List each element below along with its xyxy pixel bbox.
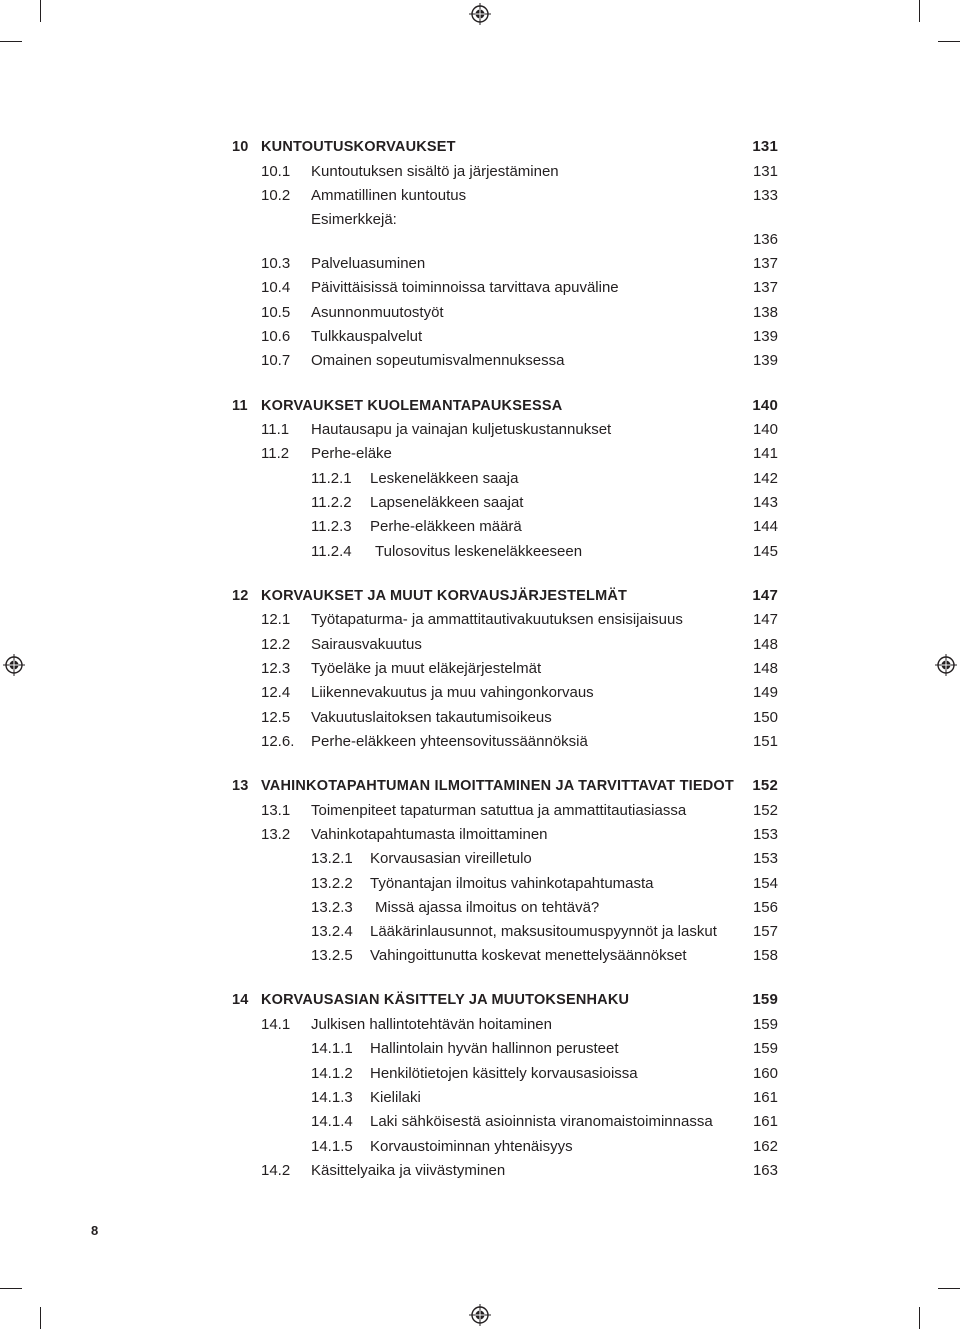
page-number: 149 [752,684,778,701]
section-title: VAHINKOTAPAHTUMAN ILMOITTAMINEN JA TARVITTAVAT TIEDOT [261,778,734,794]
page-number: 136 [752,231,778,248]
page-number: 147 [752,611,778,628]
page-number: 157 [752,923,778,940]
toc-section-heading [0,394,960,418]
entry-number: 12.6. [261,733,295,750]
page-number: 144 [752,518,778,535]
entry-title: Tulkkauspalvelut [311,328,423,345]
page-number: 158 [752,947,778,964]
toc-entry [0,823,960,847]
page-number: 159 [752,991,778,1008]
page-number: 159 [752,1040,778,1057]
footer-page-number: 8 [91,1223,99,1238]
page-number: 148 [752,660,778,677]
entry-title: Asunnonmuutostyöt [311,304,444,321]
page-number: 152 [752,777,778,794]
crop-mark-top-left [40,0,41,22]
toc-entry [0,467,960,491]
entry-number: 10.2 [261,187,291,204]
entry-title: Lääkärinlausunnot, maksusitoumuspyynnöt ja laskut [370,923,717,940]
crop-mark-top-left-h [0,41,22,42]
page-number: 148 [752,636,778,653]
page-number: 140 [752,397,778,414]
toc-entry [0,301,960,325]
entry-title: Julkisen hallintotehtävän hoitaminen [311,1016,552,1033]
entry-number: 14.1 [261,1016,291,1033]
toc-entry [0,276,960,300]
entry-number: 14.1.5 [311,1138,353,1155]
entry-number: 13.1 [261,802,291,819]
page-number: 140 [752,421,778,438]
toc-entry [0,847,960,871]
toc-entry [0,228,960,252]
page-number: 153 [752,850,778,867]
toc-entry [0,944,960,968]
entry-number: 12.1 [261,611,291,628]
entry-title: Päivittäisissä toiminnoissa tarvittava apuväline [311,279,619,296]
page-number: 137 [752,255,778,272]
toc-entry [0,1086,960,1110]
page-number: 150 [752,709,778,726]
page-number: 131 [752,138,778,155]
entry-title: Henkilötietojen käsittely korvausasioissa [370,1065,638,1082]
section-number: 14 [232,992,249,1008]
entry-number: 10.1 [261,163,291,180]
crop-mark-bottom-right [919,1307,920,1329]
registration-mark-bottom-icon [469,1304,491,1326]
entry-title: Vahinkotapahtumasta ilmoittaminen [311,826,548,843]
toc-entry [0,896,960,920]
entry-title: Perhe-eläke [311,445,392,462]
crop-mark-bottom-left-h [0,1288,22,1289]
entry-title: Käsittelyaika ja viivästyminen [311,1162,506,1179]
registration-mark-top-icon [469,3,491,25]
entry-number: 11.2 [261,445,290,462]
entry-title: Toimenpiteet tapaturman satuttua ja ammattitautiasiassa [311,802,687,819]
toc-entry [0,1159,960,1183]
entry-number: 14.1.4 [311,1113,353,1130]
entry-title: Tulosovitus leskeneläkkeeseen [375,543,583,560]
entry-number: 10.5 [261,304,291,321]
entry-title: Työnantajan ilmoitus vahinkotapahtumasta [370,875,654,892]
entry-number: 13.2.5 [311,947,353,964]
toc-entry [0,730,960,754]
entry-number: 13.2.1 [311,850,353,867]
toc-entry [0,633,960,657]
entry-title: Perhe-eläkkeen yhteensovitussäännöksiä [311,733,588,750]
page-number: 160 [752,1065,778,1082]
crop-mark-top-right [919,0,920,22]
entry-number: 14.2 [261,1162,291,1179]
toc-entry [0,442,960,466]
entry-title: Hautausapu ja vainajan kuljetuskustannukset [311,421,612,438]
entry-title: Perhe-eläkkeen määrä [370,518,522,535]
page-number: 145 [752,543,778,560]
entry-number: 11.2.2 [311,494,352,511]
entry-title: Korvaustoiminnan yhtenäisyys [370,1138,573,1155]
toc-entry [0,681,960,705]
entry-number: 14.1.2 [311,1065,353,1082]
toc-entry [0,1062,960,1086]
entry-number: 11.2.4 [311,543,352,560]
entry-title: Missä ajassa ilmoitus on tehtävä? [375,899,600,916]
entry-number: 10.3 [261,255,291,272]
section-title: KORVAUSASIAN KÄSITTELY JA MUUTOKSENHAKU [261,992,630,1008]
page-number: 139 [752,328,778,345]
entry-number: 14.1.3 [311,1089,353,1106]
page-number: 153 [752,826,778,843]
entry-title: Omainen sopeutumisvalmennuksessa [311,352,565,369]
section-title: KORVAUKSET JA MUUT KORVAUSJÄRJESTELMÄT [261,588,628,604]
page-number: 156 [752,899,778,916]
crop-mark-top-right-h [938,41,960,42]
entry-title: Kielilaki [370,1089,421,1106]
section-number: 12 [232,588,249,604]
entry-title: Hallintolain hyvän hallinnon perusteet [370,1040,619,1057]
page-number: 161 [752,1113,778,1130]
page-number: 147 [752,587,778,604]
toc-entry [0,872,960,896]
entry-title: Vakuutuslaitoksen takautumisoikeus [311,709,552,726]
page-number: 131 [752,163,778,180]
page-number: 163 [752,1162,778,1179]
page-number: 154 [752,875,778,892]
entry-number: 11.1 [261,421,290,438]
entry-title: Kuntoutuksen sisältö ja järjestäminen [311,163,559,180]
entry-number: 10.4 [261,279,291,296]
entry-title: Lapseneläkkeen saajat [370,494,524,511]
toc-entry [0,491,960,515]
entry-number: 12.5 [261,709,291,726]
entry-number: 13.2.4 [311,923,353,940]
section-number: 11 [232,398,248,414]
toc-entry [0,657,960,681]
entry-number: 14.1.1 [311,1040,353,1057]
page-number: 138 [752,304,778,321]
entry-title: Palveluasuminen [311,255,426,272]
page-number: 152 [752,802,778,819]
entry-title: Ammatillinen kuntoutus [311,187,467,204]
page-number: 143 [752,494,778,511]
entry-number: 12.3 [261,660,291,677]
toc-entry [0,1135,960,1159]
entry-title: Työeläke ja muut eläkejärjestelmät [311,660,542,677]
toc-entry [0,515,960,539]
entry-title: Laki sähköisestä asioinnista viranomaistoiminnassa [370,1113,713,1130]
crop-mark-bottom-left [40,1307,41,1329]
entry-title: Työtapaturma- ja ammattitautivakuutuksen ensisijaisuus [311,611,683,628]
section-title: KUNTOUTUSKORVAUKSET [261,139,456,155]
entry-title: Sairausvakuutus [311,636,422,653]
page-number: 161 [752,1089,778,1106]
entry-number: 11.2.3 [311,518,352,535]
page-number: 139 [752,352,778,369]
section-number: 13 [232,778,249,794]
toc-entry [0,418,960,442]
toc-section-heading [0,774,960,798]
crop-mark-bottom-right-h [938,1288,960,1289]
page-number: 159 [752,1016,778,1033]
toc-entry [0,799,960,823]
page-number: 151 [752,733,778,750]
entry-number: 13.2.3 [311,899,353,916]
page-number: 133 [752,187,778,204]
toc-entry [0,1110,960,1134]
section-number: 10 [232,139,249,155]
entry-title: Liikennevakuutus ja muu vahingonkorvaus [311,684,594,701]
toc-entry [0,252,960,276]
toc-entry [0,160,960,184]
entry-number: 13.2 [261,826,291,843]
entry-title: Leskeneläkkeen saaja [370,470,519,487]
entry-number: 10.6 [261,328,291,345]
page-number: 137 [752,279,778,296]
entry-number: 10.7 [261,352,291,369]
toc-entry [0,706,960,730]
toc-entry [0,540,960,564]
toc-entry [0,1013,960,1037]
entry-number: 11.2.1 [311,470,352,487]
toc-entry [0,325,960,349]
entry-number: 12.2 [261,636,291,653]
toc-entry [0,920,960,944]
toc-section-heading [0,135,960,159]
toc-section-heading [0,988,960,1012]
section-title: KORVAUKSET KUOLEMANTAPAUKSESSA [261,398,563,414]
page-number: 141 [752,445,778,462]
toc-entry [0,349,960,373]
entry-title: Korvausasian vireilletulo [370,850,532,867]
toc-entry [0,1037,960,1061]
entry-number: 13.2.2 [311,875,353,892]
entry-title: Vahingoittunutta koskevat menettelysäännökset [370,947,687,964]
entry-number: 12.4 [261,684,291,701]
toc-entry [0,184,960,208]
toc-section-heading [0,584,960,608]
toc-entry [0,608,960,632]
page-number: 142 [752,470,778,487]
page-number: 162 [752,1138,778,1155]
entry-title: Esimerkkejä: [311,211,397,228]
